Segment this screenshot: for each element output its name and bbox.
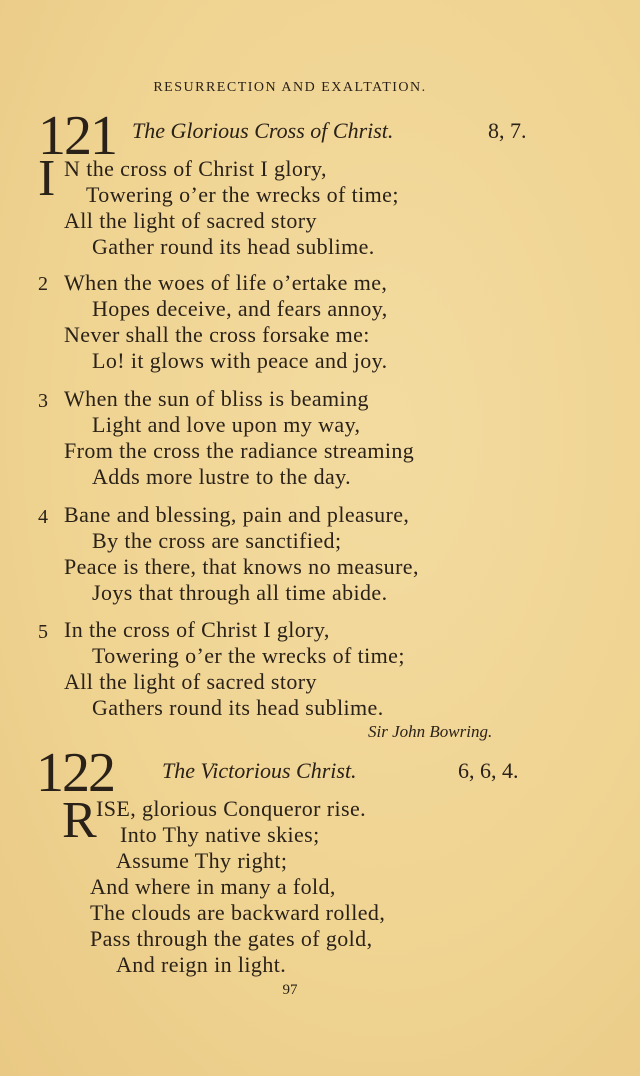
hymn-meter: 8, 7.: [488, 118, 527, 143]
verse-line: Assume Thy right;: [116, 848, 288, 873]
verse-line: Never shall the cross forsake me:: [64, 322, 370, 347]
verse-number: 5: [38, 621, 48, 643]
verse-number: 2: [38, 273, 48, 295]
verse-line: N the cross of Christ I glory,: [64, 156, 327, 181]
drop-cap: R: [62, 792, 97, 849]
hymn-number: 122: [36, 742, 114, 804]
verse-line: And reign in light.: [116, 952, 287, 977]
page-number: 97: [282, 982, 298, 998]
verse-line: From the cross the radiance streaming: [64, 438, 415, 463]
verse-line: The clouds are backward rolled,: [90, 900, 386, 925]
hymn-number: 121: [38, 105, 116, 167]
verse-line: Lo! it glows with peace and joy.: [92, 348, 388, 373]
verse-number: 4: [38, 506, 48, 528]
verse-line: Gathers round its head sublime.: [92, 695, 384, 720]
section-header: RESURRECTION AND EXALTATION.: [153, 80, 427, 95]
verse-line: Adds more lustre to the day.: [92, 464, 352, 489]
verse-line: By the cross are sanctified;: [92, 528, 342, 553]
verse-line: Joys that through all time abide.: [92, 580, 388, 605]
verse-line: Towering o’er the wrecks of time;: [86, 182, 399, 207]
verse-line: Peace is there, that knows no measure,: [64, 554, 419, 579]
hymn-title: The Glorious Cross of Christ.: [132, 118, 394, 143]
verse-line: Light and love upon my way,: [92, 412, 361, 437]
verse-line: Hopes deceive, and fears annoy,: [92, 296, 388, 321]
hymn-author: Sir John Bowring.: [368, 722, 493, 741]
verse-line: In the cross of Christ I glory,: [64, 617, 330, 642]
verse-line: Towering o’er the wrecks of time;: [92, 643, 405, 668]
verse-line: Into Thy native skies;: [120, 822, 320, 847]
verse-line: And where in many a fold,: [90, 874, 336, 899]
verse-line: When the woes of life o’ertake me,: [64, 270, 388, 295]
verse-line: ISE, glorious Conqueror rise.: [96, 796, 367, 821]
verse-line: Bane and blessing, pain and pleasure,: [64, 502, 410, 527]
verse-line: Gather round its head sublime.: [92, 234, 375, 259]
verse-line: All the light of sacred story: [64, 669, 317, 694]
hymn-title: The Victorious Christ.: [162, 758, 357, 783]
verse-line: All the light of sacred story: [64, 208, 317, 233]
verse-line: Pass through the gates of gold,: [90, 926, 373, 951]
hymn-meter: 6, 6, 4.: [458, 758, 519, 783]
verse-number: 3: [38, 390, 48, 412]
verse-line: When the sun of bliss is beaming: [64, 386, 369, 411]
drop-cap: I: [38, 150, 56, 207]
